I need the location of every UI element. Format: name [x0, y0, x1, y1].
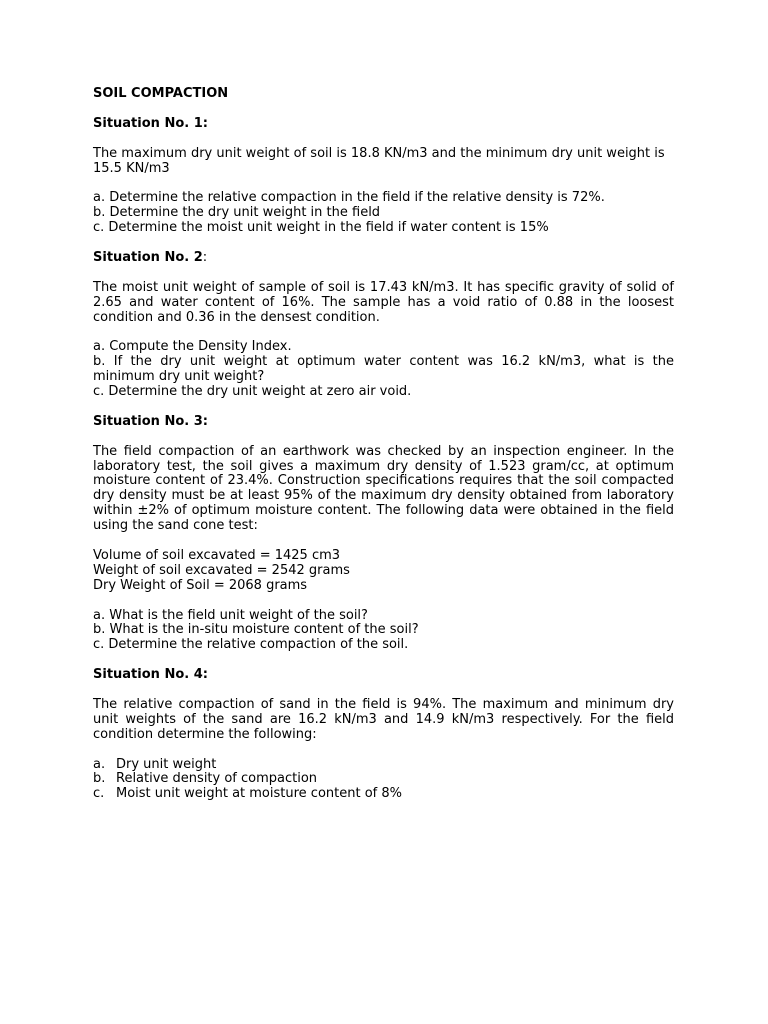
situation-1-questions — [93, 191, 674, 236]
situation-3-data — [93, 549, 674, 594]
situation-2-heading-text: Situation No. 2 — [93, 249, 203, 265]
situation-4-intro: The relative compaction of sand in the field is 94%. The maximum and minimum dry unit weights of the sand are 16.2 kN/m3 and 14.9 kN/m3 respectively. For the field condition determine the following: — [93, 696, 674, 742]
data-line: Dry Weight of Soil = 2068 grams — [93, 577, 308, 593]
question-item: b. What is the in-situ moisture content of the soil? — [93, 622, 419, 638]
document-page — [93, 87, 674, 817]
situation-4-heading: Situation No. 4: — [93, 667, 208, 683]
situation-2-questions — [93, 340, 674, 400]
question-item: c. Determine the moist unit weight in the field if water content is 15% — [93, 220, 549, 236]
question-item: c. Determine the dry unit weight at zero air void. — [93, 384, 412, 400]
question-item: a. Determine the relative compaction in the field if the relative density is 72%. — [93, 190, 605, 206]
situation-3-heading: Situation No. 3: — [93, 413, 208, 429]
data-line: Weight of soil excavated = 2542 grams — [93, 562, 350, 578]
situation-2-heading-colon: : — [202, 249, 208, 265]
question-item — [93, 772, 674, 787]
question-item: a. Compute the Density Index. — [93, 339, 292, 355]
question-marker: c. — [93, 786, 105, 802]
situation-2-intro: The moist unit weight of sample of soil is 17.43 kN/m3. It has specific gravity of solid of 2.65 and water content of 16%. The sample has a void ratio of 0.88 in the loosest condition and 0.36 in the densest condition. — [93, 279, 674, 325]
question-text: Moist unit weight at moisture content of 8% — [116, 786, 402, 802]
question-item: b. Determine the dry unit weight in the field — [93, 205, 381, 221]
question-item: c. Determine the relative compaction of the soil. — [93, 637, 409, 653]
question-item — [93, 787, 674, 802]
question-marker: b. — [93, 771, 106, 787]
situation-3-intro: The field compaction of an earthwork was checked by an inspection engineer. In the laboratory test, the soil gives a maximum dry density of 1.523 gram/cc, at optimum moisture content of 23.4%. Construction specifications requires that the soil compacted dry density must be at least 95% of the maximum dry density obtained from laboratory within ±2% of optimum moisture content. The following data were obtained in the field using the sand cone test: — [93, 443, 674, 534]
question-marker: a. — [93, 756, 106, 772]
data-line: Volume of soil excavated = 1425 cm3 — [93, 547, 341, 563]
situation-4-questions — [93, 758, 674, 803]
situation-1-intro: The maximum dry unit weight of soil is 18.8 KN/m3 and the minimum dry unit weight is 15.5 KN/m3 — [93, 145, 665, 176]
question-item: b. If the dry unit weight at optimum water content was 16.2 kN/m3, what is the minimum dry unit weight? — [93, 354, 674, 385]
situation-2-heading — [93, 251, 674, 266]
document-title: SOIL COMPACTION — [93, 86, 229, 101]
question-item — [93, 758, 674, 773]
situation-1-heading: Situation No. 1: — [93, 115, 208, 131]
question-text: Dry unit weight — [116, 756, 217, 772]
question-text: Relative density of compaction — [116, 771, 318, 787]
question-item: a. What is the field unit weight of the soil? — [93, 607, 368, 623]
situation-3-questions — [93, 609, 674, 654]
